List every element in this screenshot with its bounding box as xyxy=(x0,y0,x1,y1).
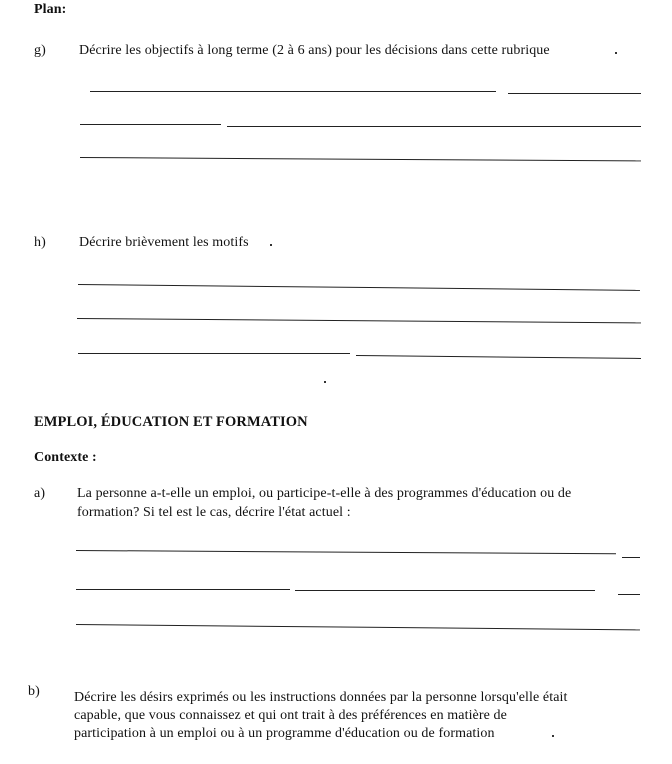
punctuation-mark xyxy=(552,735,554,737)
item-b-line-2: capable, que vous connaissez et qui ont trait à des préférences en matière de xyxy=(74,708,507,723)
item-h-prompt: Décrire brièvement les motifs xyxy=(79,235,249,250)
answer-line[interactable] xyxy=(77,318,641,323)
section-heading: EMPLOI, ÉDUCATION ET FORMATION xyxy=(34,414,308,430)
answer-line[interactable] xyxy=(76,589,290,590)
context-subheading: Contexte : xyxy=(34,450,97,465)
answer-line[interactable] xyxy=(356,355,641,359)
answer-line[interactable] xyxy=(622,557,640,558)
item-a-line-2: formation? Si tel est le cas, décrire l'état actuel : xyxy=(77,505,351,520)
item-a-line-1: La personne a-t-elle un emploi, ou participe-t-elle à des programmes d'éducation ou de xyxy=(77,486,572,501)
answer-line[interactable] xyxy=(90,91,496,92)
answer-line[interactable] xyxy=(508,93,641,94)
item-b-line-1: Décrire les désirs exprimés ou les instructions données par la personne lorsqu'elle était xyxy=(74,690,568,705)
item-a-letter: a) xyxy=(34,486,46,501)
item-h-letter: h) xyxy=(34,235,46,250)
answer-line[interactable] xyxy=(80,124,221,125)
answer-line[interactable] xyxy=(78,284,640,291)
answer-line[interactable] xyxy=(76,624,640,630)
plan-heading: Plan: xyxy=(34,2,67,17)
item-b-line-3: participation à un emploi ou à un programme d'éducation ou de formation xyxy=(74,726,495,741)
answer-line[interactable] xyxy=(295,590,595,591)
punctuation-mark xyxy=(270,244,272,246)
stray-mark xyxy=(324,381,326,383)
item-b-letter: b) xyxy=(28,684,40,699)
punctuation-mark xyxy=(615,52,617,54)
answer-line[interactable] xyxy=(227,126,641,127)
item-g-letter: g) xyxy=(34,43,46,58)
answer-line[interactable] xyxy=(80,157,641,161)
answer-line[interactable] xyxy=(76,550,616,554)
answer-line[interactable] xyxy=(618,594,640,595)
answer-line[interactable] xyxy=(78,353,350,354)
item-g-prompt: Décrire les objectifs à long terme (2 à 6 ans) pour les décisions dans cette rubrique xyxy=(79,43,550,58)
